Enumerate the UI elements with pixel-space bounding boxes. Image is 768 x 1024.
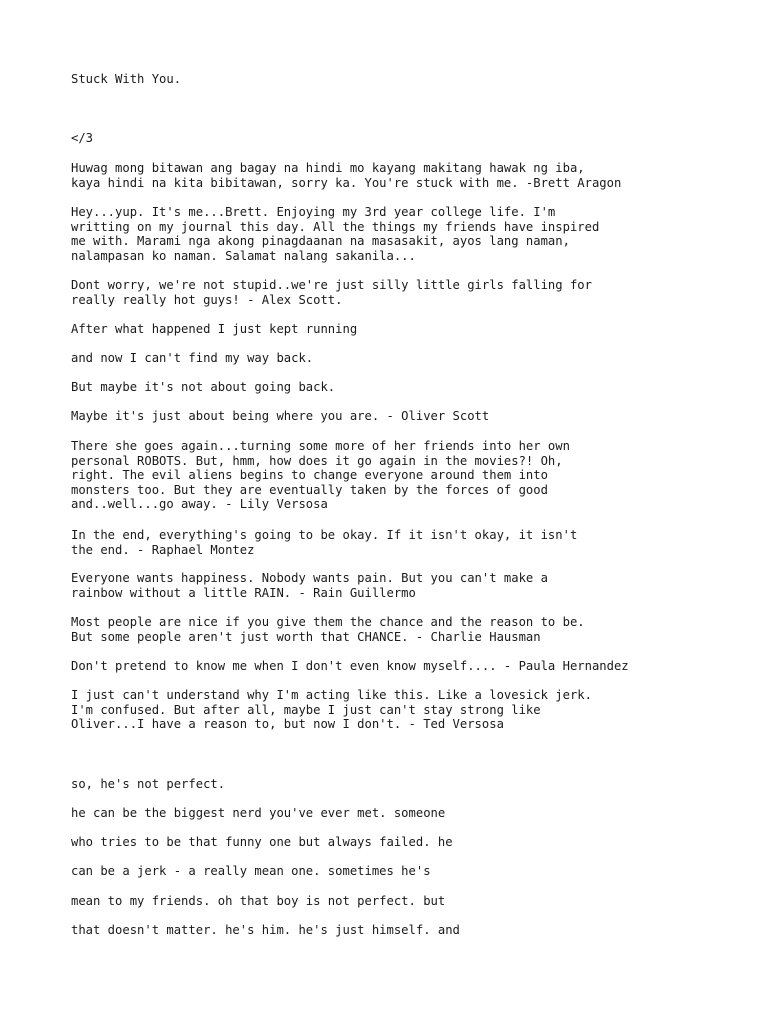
- quote-paragraph: In the end, everything's going to be okay. If it isn't okay, it isn't the end. - Raphael Montez: [71, 528, 578, 557]
- quote-paragraph: I just can't understand why I'm acting like this. Like a lovesick jerk. I'm confused. But after all, maybe I just can't stay strong like Oliver...I have a reason to, but now I don't. - Ted Versosa: [71, 688, 592, 732]
- document-page: [71, 0, 731, 1024]
- poem-line: mean to my friends. oh that boy is not perfect. but: [71, 894, 446, 908]
- quote-paragraph: Hey...yup. It's me...Brett. Enjoying my 3rd year college life. I'm writting on my journal this day. All the things my friends have inspired me with. Marami nga akong pinagdaanan na masasakit, ayos lang naman, nalampasan ko naman. Salamat nalang sakanila...: [71, 205, 600, 263]
- quote-paragraph: Don't pretend to know me when I don't even know myself.... - Paula Hernandez: [71, 659, 629, 673]
- quote-paragraph: Most people are nice if you give them the chance and the reason to be. But some people aren't just worth that CHANCE. - Charlie Hausman: [71, 615, 585, 644]
- document-title: Stuck With You.: [71, 72, 182, 86]
- poem-line: he can be the biggest nerd you've ever met. someone: [71, 806, 446, 820]
- quote-paragraph: After what happened I just kept running: [71, 322, 358, 336]
- heart-line: </3: [71, 131, 94, 145]
- quote-paragraph: Everyone wants happiness. Nobody wants pain. But you can't make a rainbow without a little RAIN. - Rain Guillermo: [71, 571, 548, 600]
- quote-paragraph: Huwag mong bitawan ang bagay na hindi mo kayang makitang hawak ng iba, kaya hindi na kita bibitawan, sorry ka. You're stuck with me. -Brett Aragon: [71, 161, 622, 190]
- quote-paragraph: There she goes again...turning some more of her friends into her own personal ROBOTS. But, hmm, how does it go again in the movies?! Oh, right. The evil aliens begins to change everyone around them into monsters too. But they are eventually taken by the forces of good and..well...go away. - Lily Versosa: [71, 439, 570, 512]
- quote-paragraph: and now I can't find my way back.: [71, 351, 314, 365]
- poem-line: who tries to be that funny one but always failed. he: [71, 835, 453, 849]
- poem-line: so, he's not perfect.: [71, 777, 226, 791]
- quote-paragraph: Dont worry, we're not stupid..we're just silly little girls falling for really really hot guys! - Alex Scott.: [71, 278, 592, 307]
- quote-paragraph: But maybe it's not about going back.: [71, 380, 336, 394]
- quote-paragraph: Maybe it's just about being where you are. - Oliver Scott: [71, 409, 490, 423]
- poem-line: can be a jerk - a really mean one. sometimes he's: [71, 864, 431, 878]
- poem-line: that doesn't matter. he's him. he's just himself. and: [71, 923, 460, 937]
